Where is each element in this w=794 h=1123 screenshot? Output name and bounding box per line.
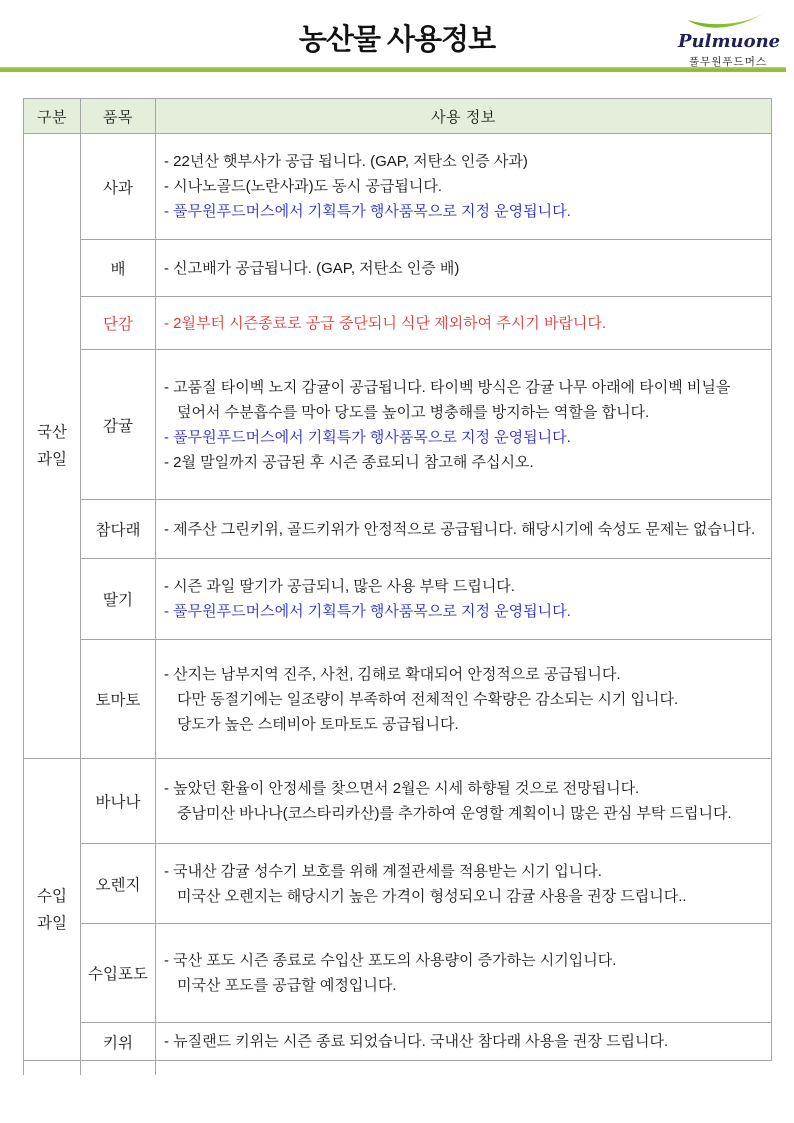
usage-info-line: 미국산 오렌지는 해당시기 높은 가격이 형성되오니 감귤 사용을 권장 드립니다.. [177, 887, 687, 905]
logo-company-text: 풀무원푸드머스 [688, 56, 767, 68]
usage-info-line: - 2월부터 시즌종료로 공급 중단되니 식단 제외하여 주시기 바랍니다. [164, 314, 607, 332]
usage-info-cell [156, 1023, 772, 1061]
usage-info-line: 당도가 높은 스테비아 토마토도 공급됩니다. [177, 715, 459, 733]
usage-info-cell [156, 924, 772, 1023]
leaf-swoosh-icon [678, 8, 778, 32]
usage-info-line: - 시나노골드(노란사과)도 동시 공급됩니다. [164, 178, 442, 195]
usage-info-line: 덮어서 수분흡수를 막아 당도를 높이고 병충해를 방지하는 역할을 합니다. [177, 403, 650, 421]
usage-info-line: - 고품질 타이벡 노지 감귤이 공급됩니다. 타이벡 방식은 감귤 나무 아래에 타이벡 비닐을 [164, 378, 731, 396]
header-info: 사용 정보 [156, 99, 772, 134]
usage-info-cell [156, 500, 772, 559]
usage-info-line: - 국내산 감귤 성수기 보호를 위해 계절관세를 적용받는 시기 입니다. [164, 862, 602, 880]
table-row [24, 844, 772, 924]
table-row [24, 240, 772, 297]
usage-info-line: - 2월 말일까지 공급된 후 시즌 종료되니 참고해 주십시오. [164, 453, 534, 471]
item-name-cell: 감귤 [81, 350, 156, 500]
item-name-cell: 오렌지 [81, 844, 156, 924]
item-name-cell: 사과 [81, 134, 156, 240]
table-header-row [24, 99, 772, 134]
page-title: 농산물 사용정보 [298, 24, 496, 56]
usage-info-line: 중남미산 바나나(코스타리카산)를 추가하여 운영할 계획이니 많은 관심 부탁 드립니다. [177, 805, 732, 822]
usage-info-line: - 22년산 햇부사가 공급 됩니다. (GAP, 저탄소 인증 사과) [164, 153, 528, 170]
item-name-cell: 토마토 [81, 640, 156, 759]
usage-info-cell [156, 240, 772, 297]
table-row [24, 640, 772, 759]
usage-info-cell [156, 134, 772, 240]
item-name-cell: 수입포도 [81, 924, 156, 1023]
usage-info-line: - 높았던 환율이 안정세를 찾으면서 2월은 시세 하향될 것으로 전망됩니다. [164, 780, 640, 797]
usage-info-line: 다만 동절기에는 일조량이 부족하여 전체적인 수확량은 감소되는 시기 입니다. [177, 690, 679, 708]
stub-line [23, 1061, 24, 1075]
stub-line [155, 1061, 156, 1075]
logo-brand-text: Pulmuone [678, 31, 781, 52]
usage-info-cell [156, 559, 772, 640]
item-name-cell: 단감 [81, 297, 156, 350]
usage-info-line: - 풀무원푸드머스에서 기획특가 행사품목으로 지정 운영됩니다. [164, 603, 571, 620]
stub-line [80, 1061, 81, 1075]
document-header [0, 0, 794, 66]
item-name-cell: 딸기 [81, 559, 156, 640]
usage-info-line: - 산지는 남부지역 진주, 사천, 김해로 확대되어 안정적으로 공급됩니다. [164, 665, 621, 683]
usage-info-line: 미국산 포도를 공급할 예정입니다. [177, 977, 397, 994]
usage-info-cell [156, 759, 772, 844]
usage-info-line: - 시즌 과일 딸기가 공급되니, 많은 사용 부탁 드립니다. [164, 578, 515, 595]
usage-info-line: - 뉴질랜드 키위는 시즌 종료 되었습니다. 국내산 참다래 사용을 권장 드립니다. [164, 1033, 669, 1050]
usage-info-line: - 국산 포도 시즌 종료로 수입산 포도의 사용량이 증가하는 시기입니다. [164, 952, 617, 969]
usage-info-line: - 제주산 그린키위, 골드키위가 안정적으로 공급됩니다. 해당시기에 숙성도 문제는 없습니다. [164, 520, 756, 538]
table-row [24, 350, 772, 500]
table-row [24, 924, 772, 1023]
item-name-cell: 바나나 [81, 759, 156, 844]
usage-table [23, 98, 772, 1061]
table-row [24, 1023, 772, 1061]
table-row [24, 500, 772, 559]
pulmuone-logo [678, 8, 781, 69]
header-item: 품목 [81, 99, 156, 134]
category-cell: 수입 과일 [24, 759, 81, 1061]
usage-info-line: - 신고배가 공급됩니다. (GAP, 저탄소 인증 배) [164, 259, 460, 277]
usage-info-line: - 풀무원푸드머스에서 기획특가 행사품목으로 지정 운영됩니다. [164, 203, 571, 220]
usage-info-cell [156, 350, 772, 500]
category-cell: 국산 과일 [24, 134, 81, 759]
item-name-cell: 참다래 [81, 500, 156, 559]
table-row [24, 134, 772, 240]
usage-info-cell [156, 640, 772, 759]
table-continuation-stub [23, 1061, 771, 1075]
usage-info-line: - 풀무원푸드머스에서 기획특가 행사품목으로 지정 운영됩니다. [164, 428, 571, 446]
table-row [24, 297, 772, 350]
table-row [24, 559, 772, 640]
accent-rule [0, 67, 786, 72]
table-row [24, 759, 772, 844]
usage-info-cell [156, 844, 772, 924]
item-name-cell: 배 [81, 240, 156, 297]
item-name-cell: 키위 [81, 1023, 156, 1061]
header-category: 구분 [24, 99, 81, 134]
usage-info-cell [156, 297, 772, 350]
table-body [24, 134, 772, 1061]
